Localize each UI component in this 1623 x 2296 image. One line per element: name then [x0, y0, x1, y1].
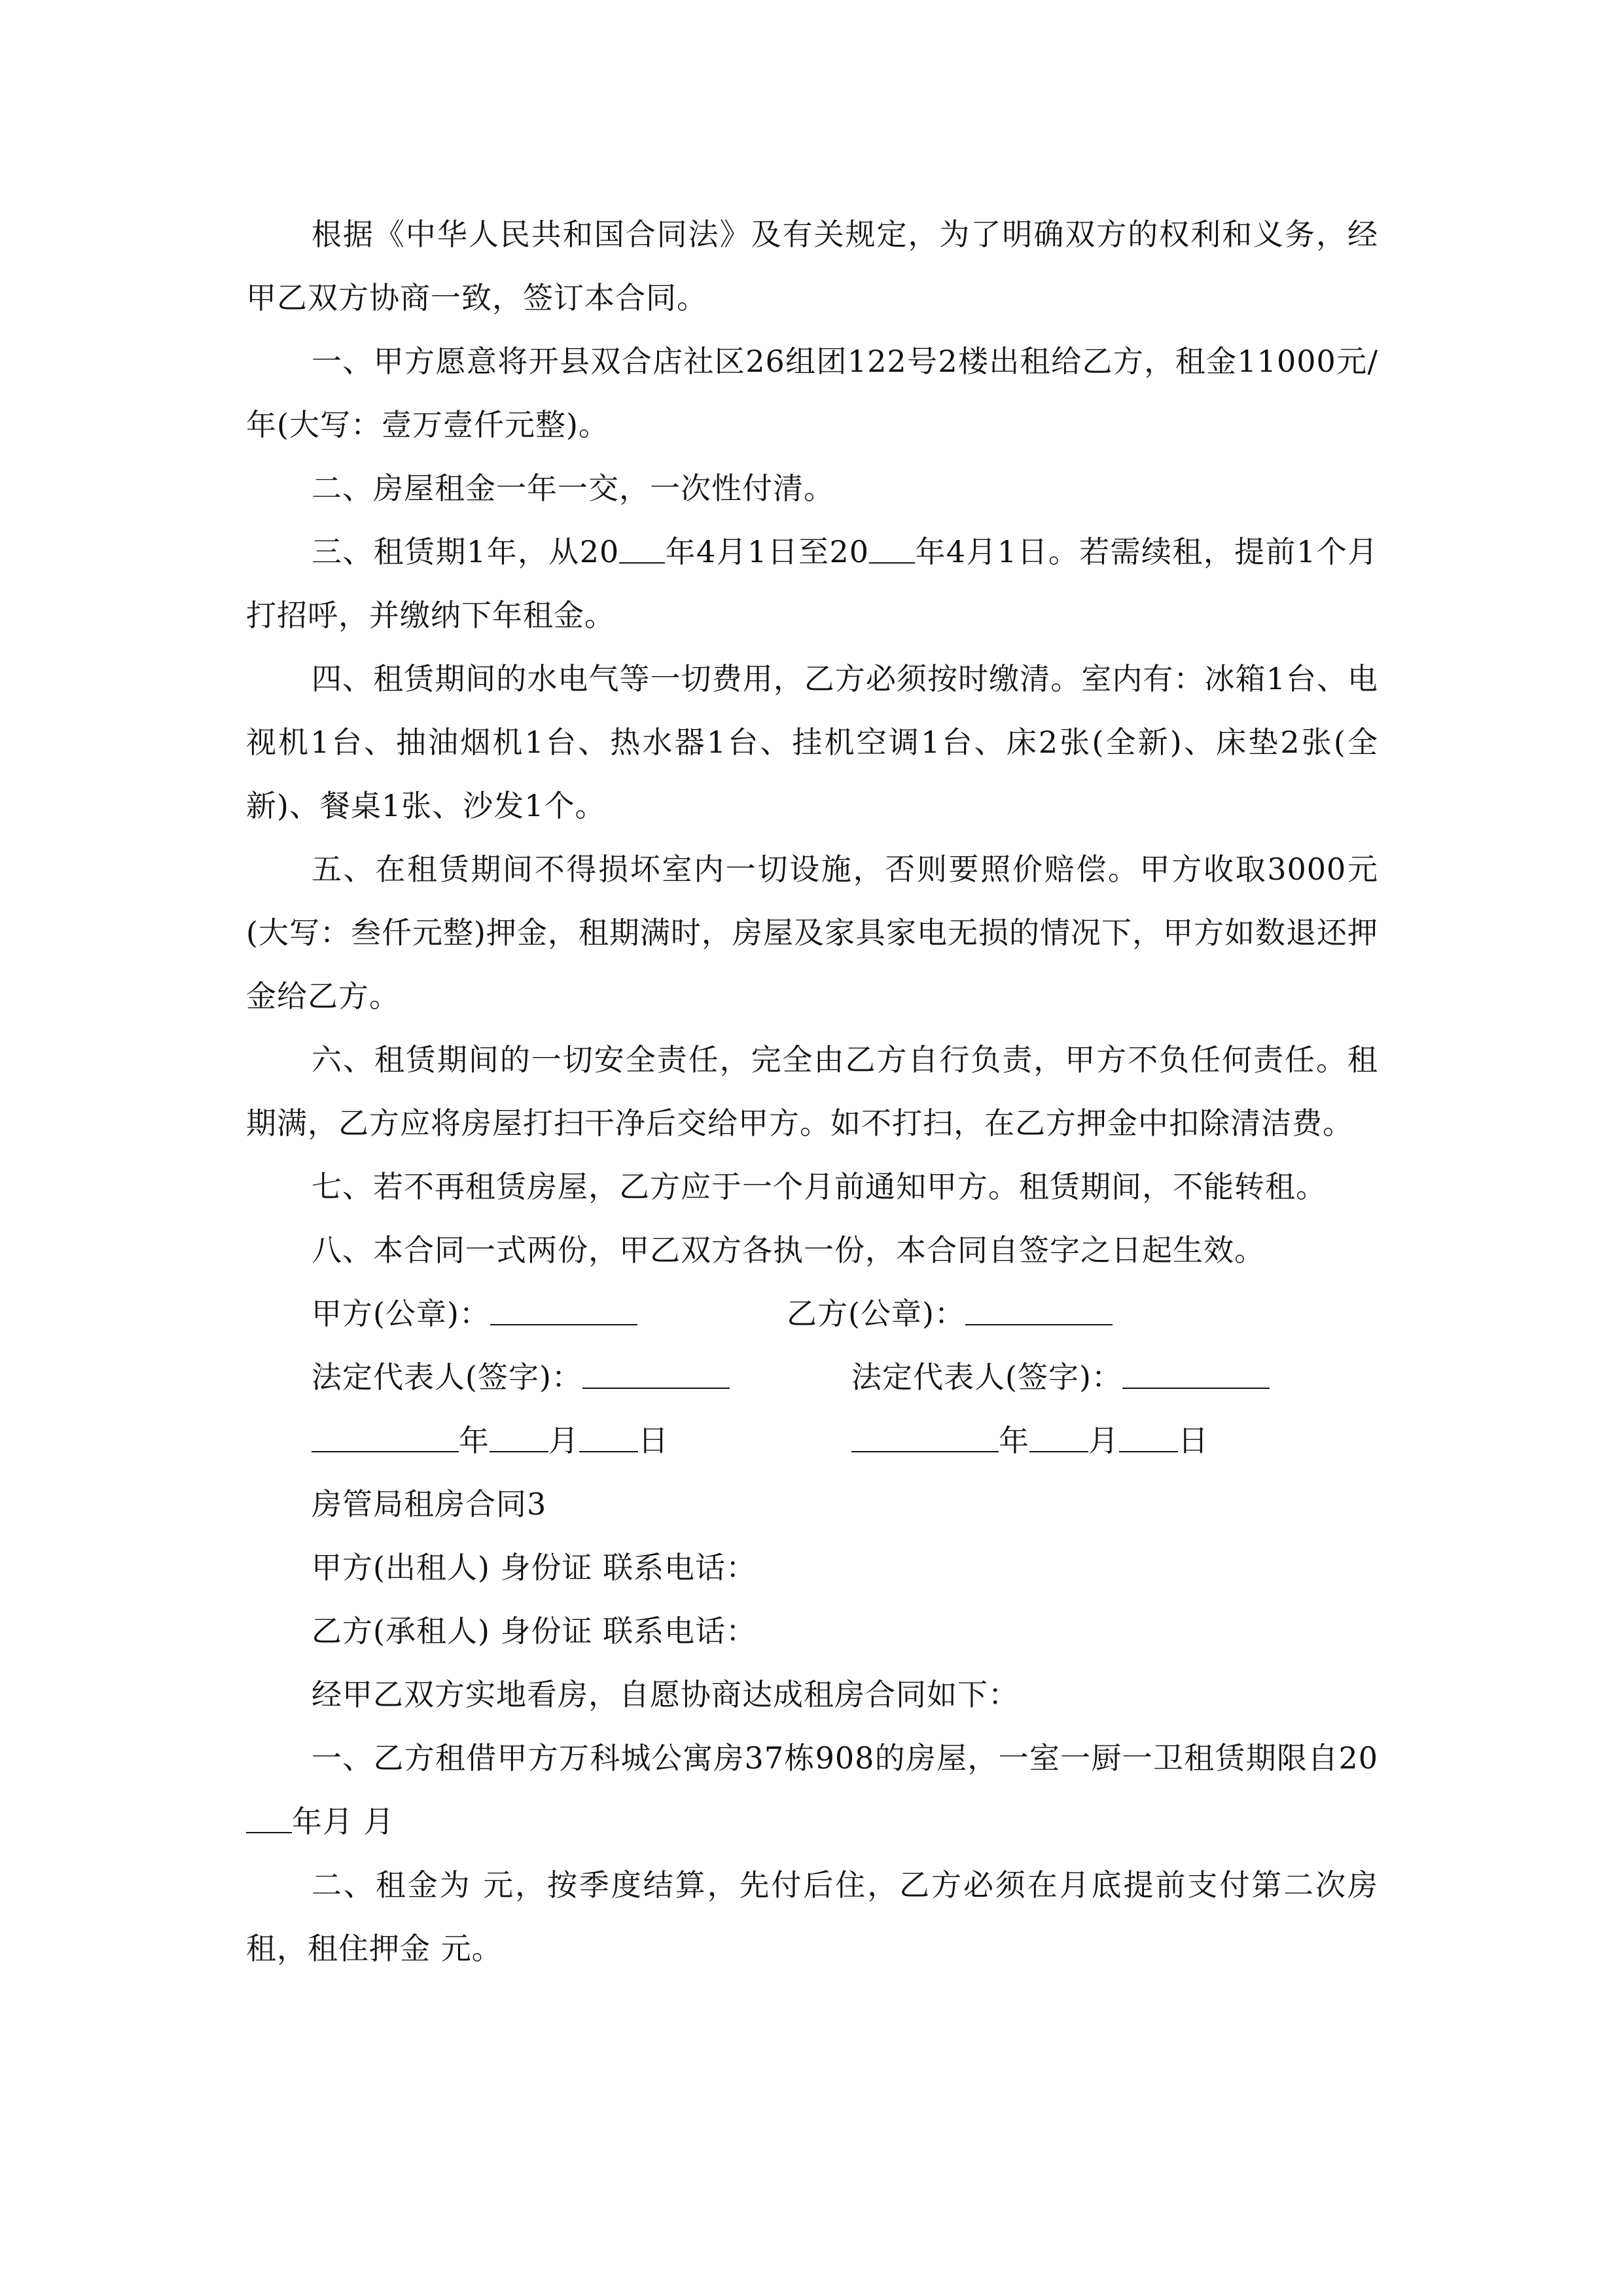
date-blank	[1029, 1421, 1088, 1452]
date-row	[246, 1409, 1378, 1473]
party-b-seal-label: 乙方(公章)：	[787, 1296, 965, 1331]
clause-5: 五、在租赁期间不得损坏室内一切设施，否则要照价赔偿。甲方收取3000元(大写：叁仟元整)押金，租期满时，房屋及家具家电无损的情况下，甲方如数退还押金给乙方。	[246, 852, 1378, 1014]
intro-paragraph: 根据《中华人民共和国合同法》及有关规定，为了明确双方的权利和义务，经甲乙双方协商一致，签订本合同。	[246, 217, 1378, 315]
contract-text	[246, 203, 1378, 1981]
day-label: 日	[638, 1423, 669, 1458]
rep-a	[312, 1346, 730, 1409]
representative-row	[246, 1346, 1378, 1409]
year-blank	[246, 1802, 292, 1833]
date-blank	[851, 1421, 999, 1452]
clause-1: 一、甲方愿意将开县双合店社区26组团122号2楼出租给乙方，租金11000元/年(大写：壹万壹仟元整)。	[246, 344, 1378, 442]
clause-3-part-a: 三、租赁期1年，从20	[312, 534, 620, 569]
date-blank	[579, 1421, 638, 1452]
contract-3-clause-1-part-b: 年月 月	[292, 1804, 395, 1839]
day-label: 日	[1178, 1423, 1209, 1458]
contract-3-clause-2: 二、租金为 元，按季度结算，先付后住，乙方必须在月底提前支付第二次房租，租住押金 元。	[246, 1867, 1378, 1966]
rep-a-label: 法定代表人(签字)：	[312, 1359, 582, 1395]
clause-2: 二、房屋租金一年一交，一次性付清。	[312, 471, 834, 506]
contract-3-party-b: 乙方(承租人) 身份证 联系电话：	[312, 1613, 757, 1649]
party-a-seal	[312, 1282, 637, 1346]
date-b	[851, 1409, 1209, 1473]
rep-b-label: 法定代表人(签字)：	[851, 1359, 1122, 1395]
contract-3-clause-1	[246, 1727, 1378, 1854]
clause-7: 七、若不再租赁房屋，乙方应于一个月前通知甲方。租赁期间，不能转租。	[312, 1169, 1327, 1204]
contract-3-preamble: 经甲乙双方实地看房，自愿协商达成租房合同如下：	[312, 1677, 1019, 1712]
date-a	[312, 1409, 669, 1473]
date-blank	[312, 1421, 459, 1452]
signature-blank	[1122, 1357, 1270, 1389]
date-blank	[1119, 1421, 1178, 1452]
contract-3-clause-1-part-a: 一、乙方租借甲方万科城公寓房37栋908的房屋，一室一厨一卫租赁期限自20	[312, 1740, 1378, 1776]
year-label: 年	[459, 1423, 490, 1458]
rep-b	[851, 1346, 1270, 1409]
clause-4: 四、租赁期间的水电气等一切费用，乙方必须按时缴清。室内有：冰箱1台、电视机1台、抽油烟机1台、热水器1台、挂机空调1台、床2张(全新)、床垫2张(全新)、餐桌1张、沙发1个。	[246, 661, 1378, 823]
clause-3-part-b: 年4月1日至20	[665, 534, 870, 569]
contract-3-title: 房管局租房合同3	[312, 1486, 547, 1522]
signature-blank	[965, 1294, 1113, 1325]
year-blank	[619, 532, 665, 564]
clause-3	[246, 520, 1378, 647]
clause-8: 八、本合同一式两份，甲乙双方各执一份，本合同自签字之日起生效。	[312, 1232, 1265, 1268]
year-blank	[869, 532, 915, 564]
party-a-seal-label: 甲方(公章)：	[312, 1296, 490, 1331]
contract-3-party-a: 甲方(出租人) 身份证 联系电话：	[312, 1550, 757, 1585]
month-label: 月	[1088, 1423, 1119, 1458]
date-blank	[490, 1421, 548, 1452]
party-b-seal	[787, 1282, 1113, 1346]
clause-3-part-c: 年4月1日。若需续租，提前1个月打招呼，并缴纳下年租金。	[246, 534, 1378, 633]
seal-row	[246, 1282, 1378, 1346]
signature-blank	[582, 1357, 730, 1389]
year-label: 年	[999, 1423, 1029, 1458]
month-label: 月	[548, 1423, 579, 1458]
signature-blank	[490, 1294, 637, 1325]
clause-6: 六、租赁期间的一切安全责任，完全由乙方自行负责，甲方不负任何责任。租期满，乙方应将房屋打扫干净后交给甲方。如不打扫，在乙方押金中扣除清洁费。	[246, 1042, 1378, 1141]
